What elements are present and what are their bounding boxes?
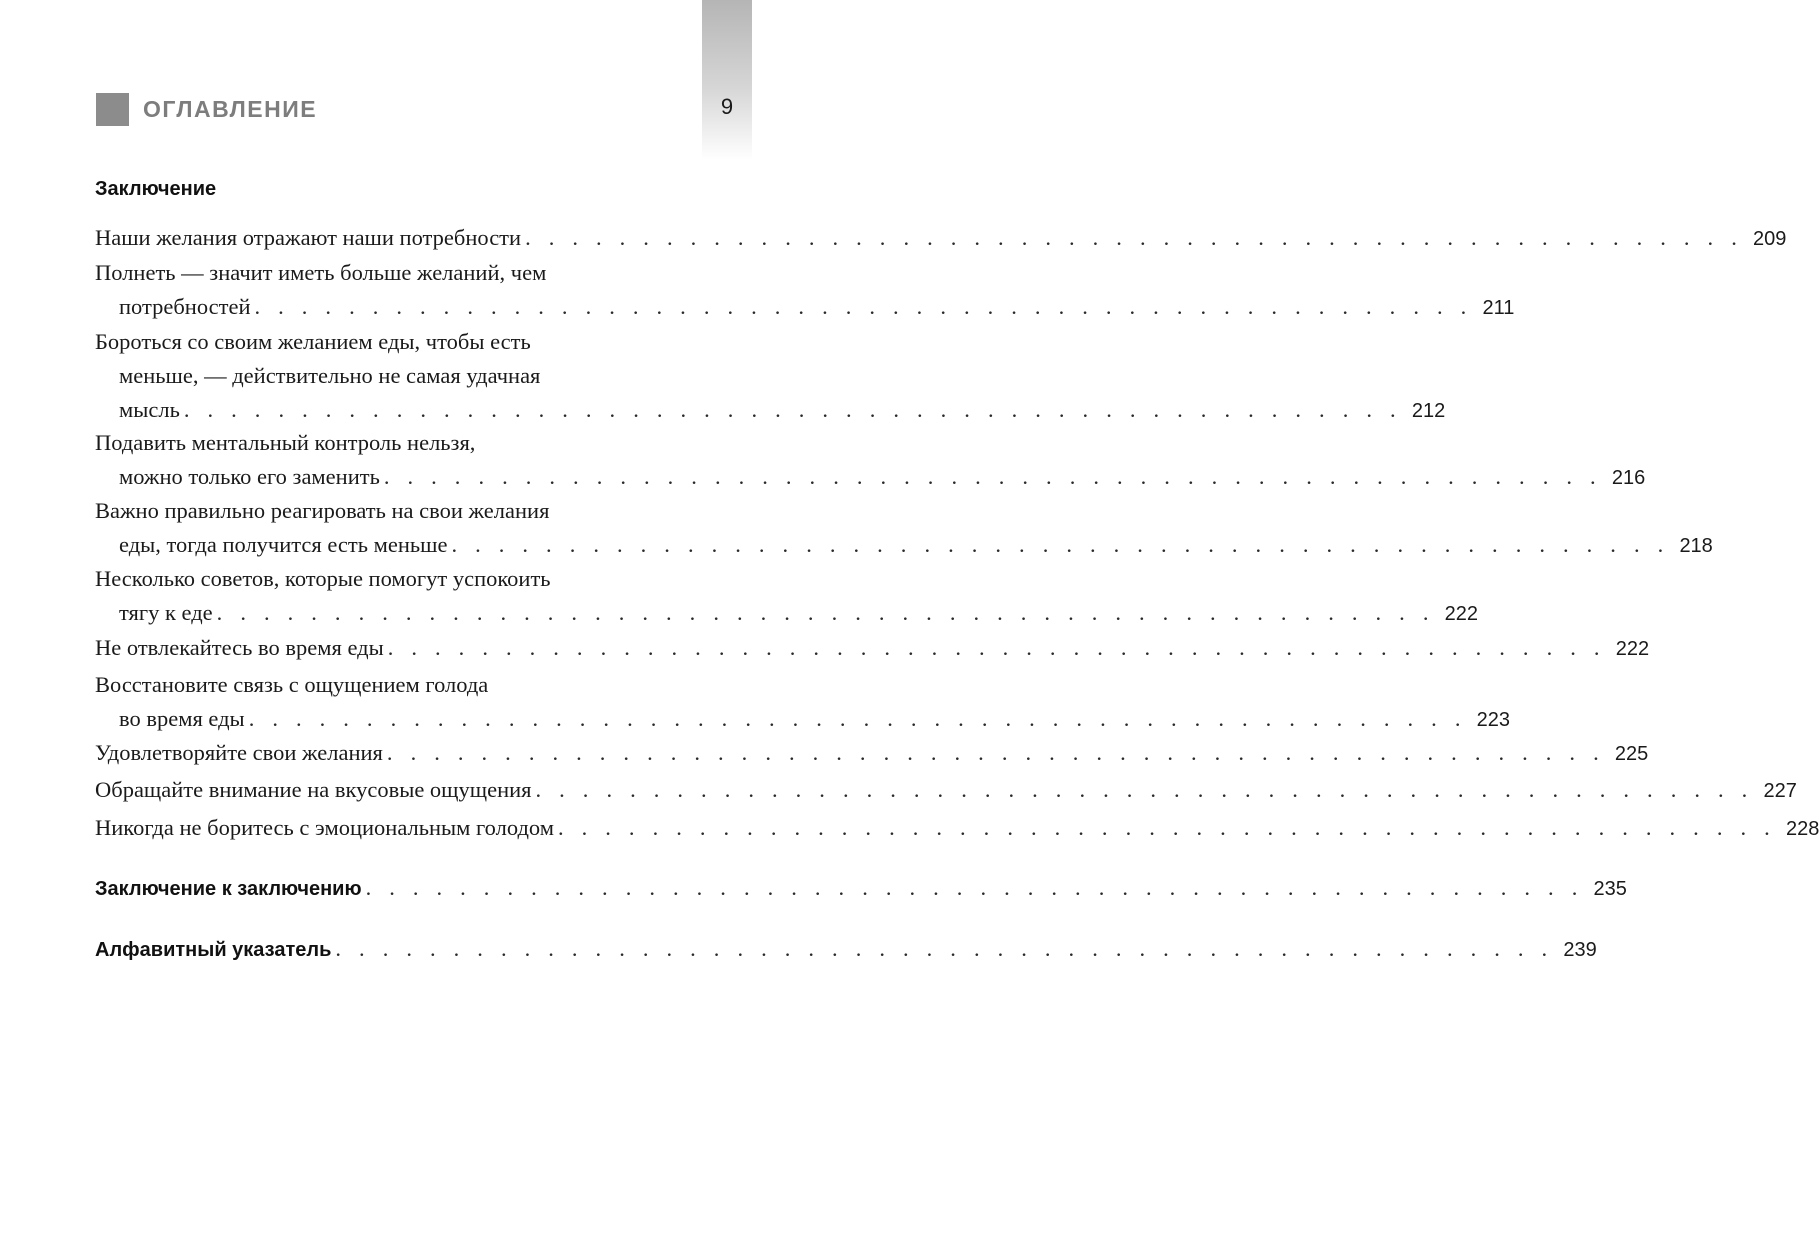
toc-entry-text: Бороться со своим желанием еды, чтобы есть <box>95 329 531 354</box>
dot-leader: . . . . . . . . . . . . . . . . . . . . . . . . . . . . . . . . . . . . . . . . . . . . . . . . . . . . <box>383 464 1602 489</box>
dot-leader: . . . . . . . . . . . . . . . . . . . . . . . . . . . . . . . . . . . . . . . . . . . . . . . . . . . . <box>451 532 1670 557</box>
toc-entry-text: меньше, — действительно не самая удачная <box>119 363 541 388</box>
toc-entry-page: 227 <box>1763 780 1797 802</box>
toc-chapter-entry[interactable] <box>95 871 1627 905</box>
toc-entry[interactable] <box>95 494 1713 562</box>
dot-leader: . . . . . . . . . . . . . . . . . . . . . . . . . . . . . . . . . . . . . . . . . . . . . . . . . . . . <box>535 777 1754 802</box>
toc-entry-text: еды, тогда получится есть меньше <box>119 532 448 557</box>
toc-entry-text: Наши желания отражают наши потребности <box>95 225 522 250</box>
toc-entry-page: 223 <box>1476 709 1511 731</box>
toc-entry-page: 212 <box>1411 400 1446 422</box>
toc-entry[interactable] <box>95 562 1479 630</box>
dot-leader: . . . . . . . . . . . . . . . . . . . . . . . . . . . . . . . . . . . . . . . . . . . . . . . . . . . . <box>557 815 1776 840</box>
toc-entry-page: 222 <box>1615 638 1650 660</box>
toc-chapter-title: Алфавитный указатель <box>95 939 332 961</box>
toc-entry[interactable] <box>95 631 1650 665</box>
toc-entry-text: мысль <box>119 397 180 422</box>
page-title: ОГЛАВЛЕНИЕ <box>143 96 318 122</box>
page-tab <box>702 0 752 160</box>
toc-entry-text: тягу к еде <box>119 600 213 625</box>
dot-leader: . . . . . . . . . . . . . . . . . . . . . . . . . . . . . . . . . . . . . . . . . . . . . . . . . . . . <box>254 294 1473 319</box>
dot-leader: . . . . . . . . . . . . . . . . . . . . . . . . . . . . . . . . . . . . . . . . . . . . . . . . . . . . <box>525 225 1744 250</box>
toc-entry-text: Полнеть — значит иметь больше желаний, чем <box>95 260 547 285</box>
toc-entry-page: 211 <box>1482 297 1515 319</box>
toc-entry-text: Обращайте внимание на вкусовые ощущения <box>95 777 532 802</box>
toc-entry[interactable] <box>95 256 1515 324</box>
toc-chapter-entry[interactable] <box>95 932 1597 966</box>
toc-entry[interactable] <box>95 811 1819 845</box>
toc-entry-page: 209 <box>1753 228 1787 250</box>
dot-leader: . . . . . . . . . . . . . . . . . . . . . . . . . . . . . . . . . . . . . . . . . . . . . . . . . . . . <box>248 706 1467 731</box>
toc-chapter-page: 235 <box>1593 878 1627 900</box>
toc-entry-text: Никогда не боритесь с эмоциональным голодом <box>95 815 554 840</box>
toc-entry-text: Подавить ментальный контроль нельзя, <box>95 430 476 455</box>
dot-leader: . . . . . . . . . . . . . . . . . . . . . . . . . . . . . . . . . . . . . . . . . . . . . . . . . . . . <box>365 875 1584 900</box>
section-title: Заключение <box>95 178 217 200</box>
toc-entry-text: во время еды <box>119 706 245 731</box>
dot-leader: . . . . . . . . . . . . . . . . . . . . . . . . . . . . . . . . . . . . . . . . . . . . . . . . . . . . <box>335 936 1554 961</box>
toc-entry[interactable] <box>95 773 1797 807</box>
toc-entry-page: 228 <box>1785 818 1819 840</box>
toc-entry-text: потребностей <box>119 294 251 319</box>
toc-entry[interactable] <box>95 668 1511 736</box>
toc-entry-text: Не отвлекайтесь во время еды <box>95 635 384 660</box>
toc-entry-text: Важно правильно реагировать на свои желания <box>95 498 550 523</box>
page-number: 9 <box>720 94 734 119</box>
toc-entry-page: 218 <box>1679 535 1713 557</box>
toc-entry-page: 216 <box>1611 467 1646 489</box>
toc-entry-page: 222 <box>1444 603 1479 625</box>
dot-leader: . . . . . . . . . . . . . . . . . . . . . . . . . . . . . . . . . . . . . . . . . . . . . . . . . . . . <box>216 600 1435 625</box>
toc-entry-text: можно только его заменить <box>119 464 380 489</box>
toc-entry[interactable] <box>95 736 1649 770</box>
toc-entry-text: Восстановите связь с ощущением голода <box>95 672 489 697</box>
toc-chapter-page: 239 <box>1563 939 1597 961</box>
toc-entry-page: 225 <box>1614 743 1649 765</box>
toc-entry[interactable] <box>95 426 1646 494</box>
toc-chapter-title: Заключение к заключению <box>95 878 362 900</box>
header-square-icon <box>96 93 129 126</box>
dot-leader: . . . . . . . . . . . . . . . . . . . . . . . . . . . . . . . . . . . . . . . . . . . . . . . . . . . . <box>387 635 1606 660</box>
dot-leader: . . . . . . . . . . . . . . . . . . . . . . . . . . . . . . . . . . . . . . . . . . . . . . . . . . . . <box>386 740 1605 765</box>
toc-entry-text: Несколько советов, которые помогут успокоить <box>95 566 551 591</box>
toc-entry[interactable] <box>95 221 1787 255</box>
toc-entry[interactable] <box>95 325 1446 427</box>
dot-leader: . . . . . . . . . . . . . . . . . . . . . . . . . . . . . . . . . . . . . . . . . . . . . . . . . . . . <box>183 397 1402 422</box>
toc-entry-text: Удовлетворяйте свои желания <box>95 740 383 765</box>
